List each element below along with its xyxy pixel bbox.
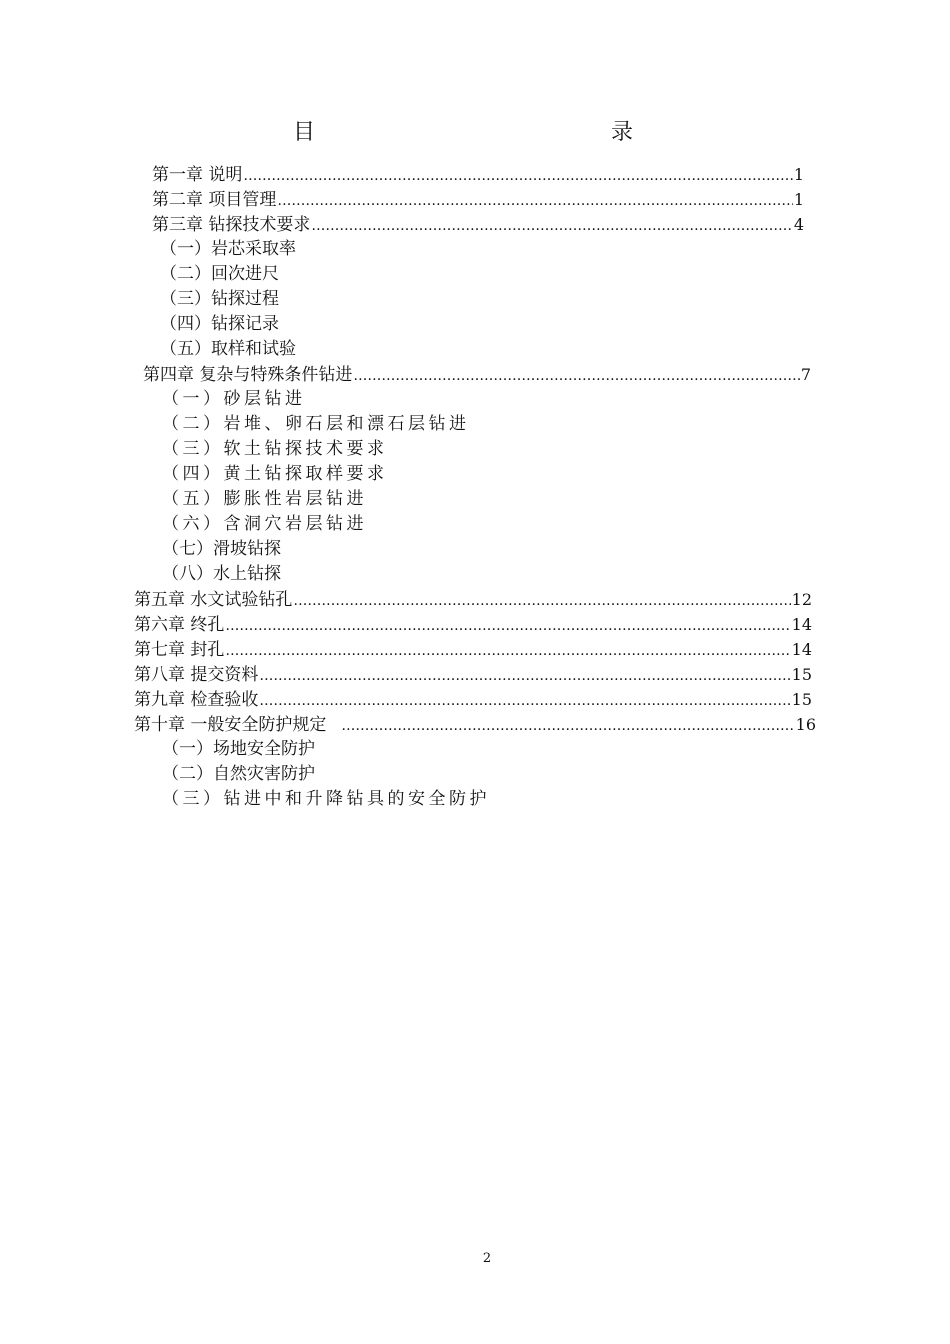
toc-entry-label: （二）回次进尺 bbox=[160, 264, 279, 284]
toc-dot-leader bbox=[353, 364, 799, 389]
toc-entry-label: （二）自然灾害防护 bbox=[162, 764, 315, 784]
toc-entry-label: 第九章 检查验收 bbox=[134, 690, 259, 710]
page-number: 2 bbox=[482, 1251, 492, 1266]
toc-entry-label: （八）水上钻探 bbox=[162, 564, 281, 584]
toc-entry-label: （五）膨胀性岩层钻进 bbox=[162, 489, 367, 509]
toc-entry-label: 第八章 提交资料 bbox=[134, 665, 259, 685]
toc-entry-label: （三）钻进中和升降钻具的安全防护 bbox=[162, 789, 490, 809]
toc-entry-label: 第一章 说明 bbox=[152, 165, 243, 185]
toc-entry-chapter-4[interactable] bbox=[143, 362, 811, 387]
toc-entry-label: （五）取样和试验 bbox=[160, 339, 296, 359]
toc-entry-section-3-2[interactable] bbox=[160, 262, 279, 287]
toc-dot-leader bbox=[243, 164, 792, 189]
toc-dot-leader bbox=[259, 664, 790, 689]
toc-entry-section-10-1[interactable] bbox=[162, 737, 315, 762]
toc-entry-label: 第三章 钻探技术要求 bbox=[152, 215, 311, 235]
toc-dot-leader bbox=[225, 639, 790, 664]
toc-entry-section-4-1[interactable] bbox=[162, 387, 306, 412]
toc-entry-chapter-6[interactable] bbox=[134, 612, 812, 637]
toc-entry-chapter-3[interactable] bbox=[152, 212, 804, 237]
toc-entry-chapter-1[interactable] bbox=[152, 162, 804, 187]
toc-dot-leader bbox=[225, 614, 790, 639]
toc-entry-page: 15 bbox=[791, 665, 812, 684]
toc-entry-label: （二）岩堆、卵石层和漂石层钻进 bbox=[162, 414, 470, 434]
toc-dot-leader bbox=[341, 714, 794, 739]
toc-entry-section-3-5[interactable] bbox=[160, 337, 296, 362]
toc-entry-chapter-2[interactable] bbox=[152, 187, 804, 212]
toc-entry-chapter-9[interactable] bbox=[134, 687, 812, 712]
toc-entry-label: 第二章 项目管理 bbox=[152, 190, 277, 210]
toc-entry-label: 第十章 一般安全防护规定 bbox=[134, 715, 327, 735]
toc-entry-section-4-3[interactable] bbox=[162, 437, 388, 462]
toc-entry-label: 第四章 复杂与特殊条件钻进 bbox=[143, 365, 353, 385]
toc-entry-label: 第七章 封孔 bbox=[134, 640, 225, 660]
toc-entry-label: （七）滑坡钻探 bbox=[162, 539, 281, 559]
toc-entry-label: （一）砂层钻进 bbox=[162, 389, 306, 409]
toc-entry-label: （四）钻探记录 bbox=[160, 314, 279, 334]
toc-title: 目 录 bbox=[292, 120, 717, 145]
toc-dot-leader bbox=[277, 189, 792, 214]
toc-entry-label: 第六章 终孔 bbox=[134, 615, 225, 635]
toc-entry-page: 12 bbox=[791, 590, 812, 609]
toc-entry-section-10-2[interactable] bbox=[162, 762, 315, 787]
toc-entry-label: （六）含洞穴岩层钻进 bbox=[162, 514, 367, 534]
toc-entry-section-3-3[interactable] bbox=[160, 287, 279, 312]
toc-entry-page: 14 bbox=[791, 615, 812, 634]
toc-entry-section-4-2[interactable] bbox=[162, 412, 470, 437]
toc-entry-label: （四）黄土钻探取样要求 bbox=[162, 464, 388, 484]
toc-entry-section-4-4[interactable] bbox=[162, 462, 388, 487]
toc-entry-section-4-6[interactable] bbox=[162, 512, 367, 537]
toc-entry-label: （一）场地安全防护 bbox=[162, 739, 315, 759]
toc-entry-section-4-8[interactable] bbox=[162, 562, 281, 587]
toc-entry-section-10-3[interactable] bbox=[162, 787, 490, 812]
toc-entry-label: （一）岩芯采取率 bbox=[160, 239, 296, 259]
toc-entry-page: 1 bbox=[793, 165, 804, 184]
toc-entry-page: 15 bbox=[791, 690, 812, 709]
toc-dot-leader bbox=[259, 689, 790, 714]
toc-entry-page: 14 bbox=[791, 640, 812, 659]
toc-entry-chapter-5[interactable] bbox=[134, 587, 812, 612]
toc-entry-section-4-7[interactable] bbox=[162, 537, 281, 562]
toc-entry-page: 4 bbox=[793, 215, 804, 234]
toc-entry-section-3-4[interactable] bbox=[160, 312, 279, 337]
toc-entry-label: （三）软土钻探技术要求 bbox=[162, 439, 388, 459]
toc-entry-label: 第五章 水文试验钻孔 bbox=[134, 590, 293, 610]
toc-entry-page: 16 bbox=[795, 715, 816, 734]
toc-entry-chapter-10[interactable] bbox=[134, 712, 816, 737]
toc-entry-page: 1 bbox=[793, 190, 804, 209]
toc-entry-chapter-8[interactable] bbox=[134, 662, 812, 687]
toc-dot-leader bbox=[293, 589, 790, 614]
toc-dot-leader bbox=[311, 214, 792, 239]
toc-entry-chapter-7[interactable] bbox=[134, 637, 812, 662]
toc-entry-section-4-5[interactable] bbox=[162, 487, 367, 512]
toc-entry-page: 7 bbox=[800, 365, 811, 384]
toc-entry-label: （三）钻探过程 bbox=[160, 289, 279, 309]
toc-entry-section-3-1[interactable] bbox=[160, 237, 296, 262]
